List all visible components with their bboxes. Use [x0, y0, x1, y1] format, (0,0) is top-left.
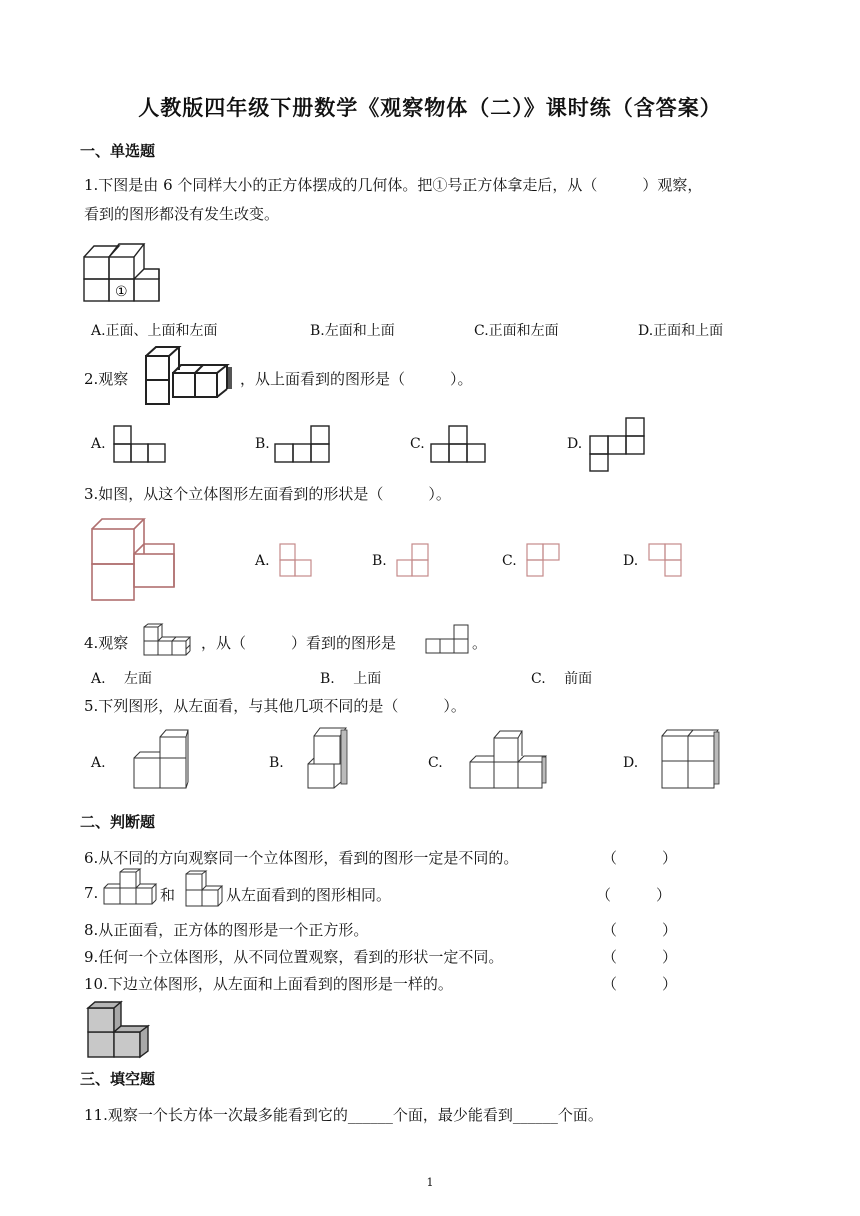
- q2-option-d[interactable]: D.: [567, 436, 583, 452]
- q4-option-c[interactable]: C. 前面: [531, 671, 593, 687]
- q2-option-c[interactable]: C.: [410, 436, 425, 452]
- q4-option-a[interactable]: A. 左面: [91, 671, 153, 687]
- q5-option-c[interactable]: C.: [428, 755, 443, 771]
- q5-option-a[interactable]: A.: [91, 755, 106, 771]
- q5-option-c-figure[interactable]: [468, 728, 548, 792]
- q10-answer-blank[interactable]: （ ）: [602, 975, 678, 993]
- q4-middle: ，从（ ）看到的图形是: [201, 634, 397, 652]
- q7-figure-1: [102, 868, 158, 908]
- q8-answer-blank[interactable]: （ ）: [602, 921, 678, 939]
- q7-figure-2: [184, 870, 224, 908]
- q5-option-b[interactable]: B.: [269, 755, 284, 771]
- q3-option-b[interactable]: B.: [372, 553, 387, 569]
- q1-marker: ①: [115, 284, 128, 300]
- q3-option-d[interactable]: D.: [623, 553, 639, 569]
- q3-cube-figure: [90, 516, 186, 602]
- q11-text: 11.观察一个长方体一次最多能看到它的______个面，最少能看到______个面。: [84, 1106, 603, 1124]
- q1-option-c[interactable]: C.正面和左面: [474, 323, 559, 339]
- section-heading-fill-blank: 三、填空题: [80, 1070, 156, 1088]
- q3-option-c-figure[interactable]: [526, 543, 564, 579]
- q7-prefix: 7.: [84, 884, 99, 902]
- q7-suffix: 从左面看到的图形相同。: [226, 886, 392, 904]
- q2-option-b[interactable]: B.: [255, 436, 270, 452]
- section-heading-single-choice: 一、单选题: [80, 142, 156, 160]
- q5-option-d[interactable]: D.: [623, 755, 639, 771]
- q4-option-b[interactable]: B. 上面: [320, 671, 382, 687]
- q2-option-c-figure[interactable]: [430, 425, 488, 465]
- q2-option-d-figure[interactable]: [588, 416, 648, 474]
- page-number: 1: [426, 1176, 434, 1189]
- q5-option-a-figure[interactable]: [132, 728, 192, 792]
- q1-option-a[interactable]: A.正面、上面和左面: [91, 323, 218, 339]
- q1-text-line2: 看到的图形都没有发生改变。: [84, 205, 280, 223]
- q4-view-figure: [424, 624, 476, 656]
- q3-text: 3.如图，从这个立体图形左面看到的形状是（ ）。: [84, 485, 451, 503]
- q1-cube-figure: [84, 242, 164, 304]
- q7-middle: 和: [160, 886, 176, 904]
- q3-option-c[interactable]: C.: [502, 553, 517, 569]
- q8-text: 8.从正面看，正方体的图形是一个正方形。: [84, 921, 369, 939]
- q1-option-d[interactable]: D.正面和上面: [638, 323, 724, 339]
- q4-prefix: 4.观察: [84, 634, 129, 652]
- q3-option-a[interactable]: A.: [255, 553, 270, 569]
- q3-option-d-figure[interactable]: [648, 543, 686, 579]
- q3-option-a-figure[interactable]: [279, 543, 315, 579]
- q2-suffix: ，从上面看到的图形是（ ）。: [240, 370, 473, 388]
- q10-cube-figure: [86, 1000, 154, 1060]
- q2-option-a[interactable]: A.: [91, 436, 106, 452]
- q1-option-b[interactable]: B.左面和上面: [310, 323, 395, 339]
- q7-answer-blank[interactable]: （ ）: [596, 886, 672, 904]
- q9-answer-blank[interactable]: （ ）: [602, 948, 678, 966]
- q5-option-d-figure[interactable]: [660, 728, 720, 792]
- q2-option-a-figure[interactable]: [113, 425, 169, 465]
- section-heading-true-false: 二、判断题: [80, 813, 156, 831]
- q4-end: 。: [472, 634, 488, 652]
- q2-prefix: 2.观察: [84, 370, 129, 388]
- q6-answer-blank[interactable]: （ ）: [602, 849, 678, 867]
- page-title: 人教版四年级下册数学《观察物体（二）》课时练（含答案）: [138, 95, 722, 120]
- q10-text: 10.下边立体图形，从左面和上面看到的图形是一样的。: [84, 975, 453, 993]
- q4-cube-figure: [142, 623, 200, 659]
- q2-option-b-figure[interactable]: [274, 425, 332, 465]
- q9-text: 9.任何一个立体图形，从不同位置观察，看到的形状一定不同。: [84, 948, 504, 966]
- q3-option-b-figure[interactable]: [396, 543, 432, 579]
- q1-text-line1: 1.下图是由 6 个同样大小的正方体摆成的几何体。把①号正方体拿走后，从（ ）观察，: [84, 176, 703, 194]
- q5-option-b-figure[interactable]: [306, 724, 350, 792]
- q6-text: 6.从不同的方向观察同一个立体图形，看到的图形一定是不同的。: [84, 849, 519, 867]
- q5-text: 5.下列图形，从左面看，与其他几项不同的是（ ）。: [84, 697, 466, 715]
- q2-cube-figure: [143, 345, 238, 407]
